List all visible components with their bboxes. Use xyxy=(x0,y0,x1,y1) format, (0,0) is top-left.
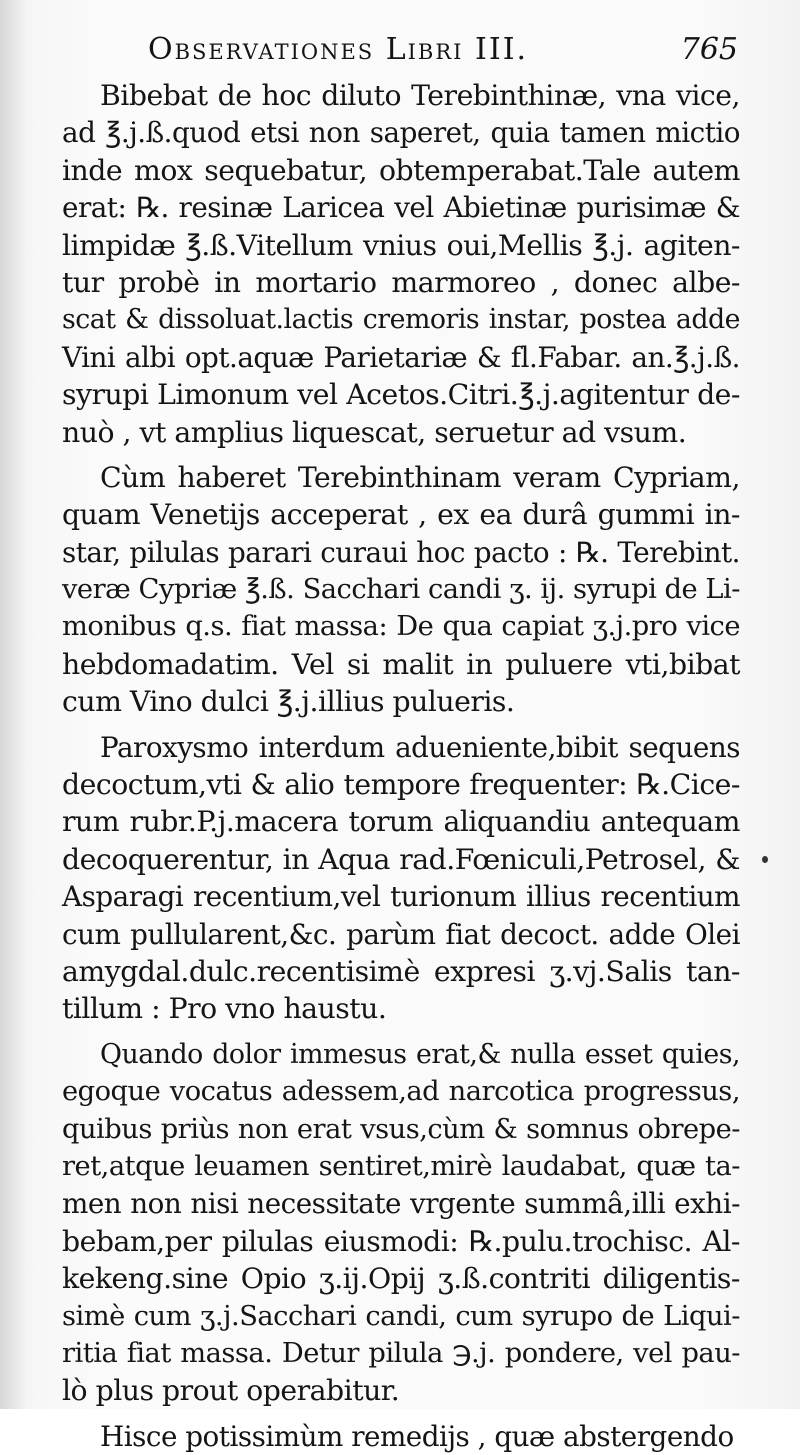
paragraph xyxy=(62,459,740,721)
text-line: egoque vocatus adessem,ad narcotica progressus, xyxy=(62,1076,740,1108)
page-header xyxy=(62,30,738,78)
paragraph xyxy=(62,1036,740,1410)
text-line: lò plus prout operabitur. xyxy=(62,1374,400,1408)
text-line: limpidæ ℥.ß.Vitellum vnius oui,Mellis ℥.j. agiten- xyxy=(62,228,740,262)
text-line: nuò , vt amplius liquescat, seruetur ad vsum. xyxy=(62,415,687,449)
text-line: star, pilulas parari curaui hoc pacto : ℞. Terebint. xyxy=(62,535,740,569)
body-text xyxy=(62,77,740,1455)
text-line: simè cum ʒ.j.Sacchari candi, cum syrupo de Liqui- xyxy=(62,1300,740,1332)
ink-speck xyxy=(762,856,768,863)
paragraph xyxy=(62,1418,740,1455)
text-line: cum Vino dulci ℥.j.illius pulueris. xyxy=(62,685,515,719)
paragraph-gap xyxy=(62,721,740,729)
text-line: decoctum,vti & alio tempore frequenter: ℞.Cice- xyxy=(62,768,740,802)
text-line: erat: ℞. resinæ Laricea vel Abietinæ purisimæ & xyxy=(62,191,740,225)
text-line: scat & dissoluat.lactis cremoris instar, postea adde xyxy=(62,304,740,336)
text-line: syrupi Limonum vel Acetos.Citri.℥.j.agitentur de- xyxy=(62,378,740,412)
text-line: Quando dolor immesus erat,& nulla esset quies, xyxy=(100,1038,740,1070)
text-line: amygdal.dulc.recentisimè expresi ʒ.vj.Salis tan- xyxy=(62,954,740,988)
paragraph-gap xyxy=(62,1028,740,1036)
text-line: ritia fiat massa. Detur pilula ℈.j. pondere, vel pau- xyxy=(62,1337,740,1369)
text-line: ad ℥.j.ß.quod etsi non saperet, quia tamen mictio xyxy=(62,116,740,150)
text-line: tur probè in mortario marmoreo , donec albe- xyxy=(62,265,740,299)
paragraph xyxy=(62,729,740,1028)
text-line: kekeng.sine Opio ʒ.ij.Opij ʒ.ß.contriti diligentis- xyxy=(62,1262,740,1296)
page-number: 765 xyxy=(680,32,738,67)
text-line: Bibebat de hoc diluto Terebinthinæ, vna vice, xyxy=(100,79,740,112)
text-line: Asparagi recentium,vel turionum illius recentium xyxy=(62,880,740,914)
text-line: Cùm haberet Terebinthinam veram Cypriam, xyxy=(100,460,740,494)
text-line: quibus priùs non erat vsus,cùm & somnus obrepe- xyxy=(62,1113,740,1145)
text-line: monibus q.s. fiat massa: De qua capiat ʒ.j.pro vice xyxy=(62,611,740,643)
text-line: men non nisi necessitate vrgente summâ,illi exhi- xyxy=(62,1187,740,1221)
paragraph-gap xyxy=(62,451,740,459)
text-line: quam Venetijs acceperat , ex ea durâ gummi in- xyxy=(62,498,740,532)
text-line: Hisce potissimùm remedijs , quæ abstergendo xyxy=(100,1419,734,1453)
text-line: veræ Cypriæ ℥.ß. Sacchari candi ʒ. ij. syrupi de Li- xyxy=(62,574,740,606)
text-line: inde mox sequebatur, obtemperabat.Tale autem xyxy=(62,153,740,187)
text-line: hebdomadatim. Vel si malit in puluere vti,bibat xyxy=(62,647,740,681)
running-title: Observationes Libri III. xyxy=(148,32,529,67)
text-line: cum pullularent,&c. parùm fiat decoct. adde Olei xyxy=(62,917,740,951)
paragraph-gap xyxy=(62,1410,740,1418)
text-line: Vini albi opt.aquæ Parietariæ & fl.Fabar. an.℥.j.ß. xyxy=(62,340,740,374)
text-line: Paroxysmo interdum adueniente,bibit sequens xyxy=(100,730,740,764)
paragraph xyxy=(62,77,740,451)
text-line: tillum : Pro vno haustu. xyxy=(62,992,387,1026)
text-line: rum rubr.P.j.macera torum aliquandiu antequam xyxy=(62,805,740,839)
text-line: bebam,per pilulas eiusmodi: ℞.pulu.trochisc. Al- xyxy=(62,1224,740,1258)
text-line: ret,atque leuamen sentiret,mirè laudabat, quæ ta- xyxy=(62,1150,740,1182)
gutter-shadow xyxy=(0,0,26,1409)
text-line: decoquerentur, in Aqua rad.Fœniculi,Petrosel, & xyxy=(62,842,740,876)
